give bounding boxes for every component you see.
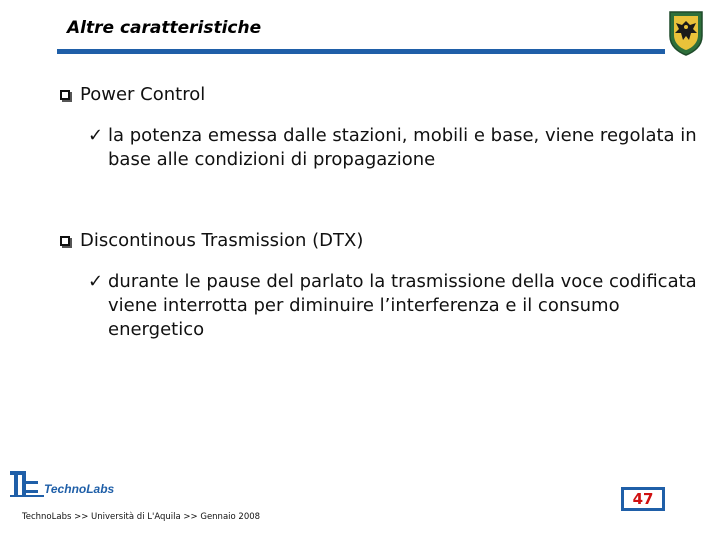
subitem-text: la potenza emessa dalle stazioni, mobili e base, viene regolata in base alle condizioni di propagazione [108, 125, 697, 170]
university-crest-icon [668, 10, 704, 56]
bullet-dtx [60, 230, 363, 252]
slide-title: Altre caratteristiche [67, 18, 262, 38]
footer-breadcrumb: TechnoLabs >> Università di L'Aquila >> Gennaio 2008 [22, 512, 261, 522]
svg-text:TechnoLabs: TechnoLabs [44, 482, 115, 496]
square-bullet-icon [60, 236, 70, 246]
subitem-text: durante le pause del parlato la trasmissione della voce codificata viene interrotta per diminuire l’interferenza e il consumo energetico [108, 271, 697, 340]
bullet-power-control [60, 84, 205, 106]
technolabs-logo-icon [10, 468, 120, 498]
subitem-power-control [88, 124, 698, 172]
square-bullet-icon [60, 90, 70, 100]
check-icon: ✓ [88, 125, 104, 146]
title-underline [57, 49, 665, 54]
check-icon: ✓ [88, 271, 104, 292]
page-number: 47 [621, 487, 665, 511]
subitem-dtx [88, 270, 698, 342]
bullet-label: Power Control [80, 84, 206, 105]
bullet-label: Discontinous Trasmission (DTX) [80, 230, 364, 251]
